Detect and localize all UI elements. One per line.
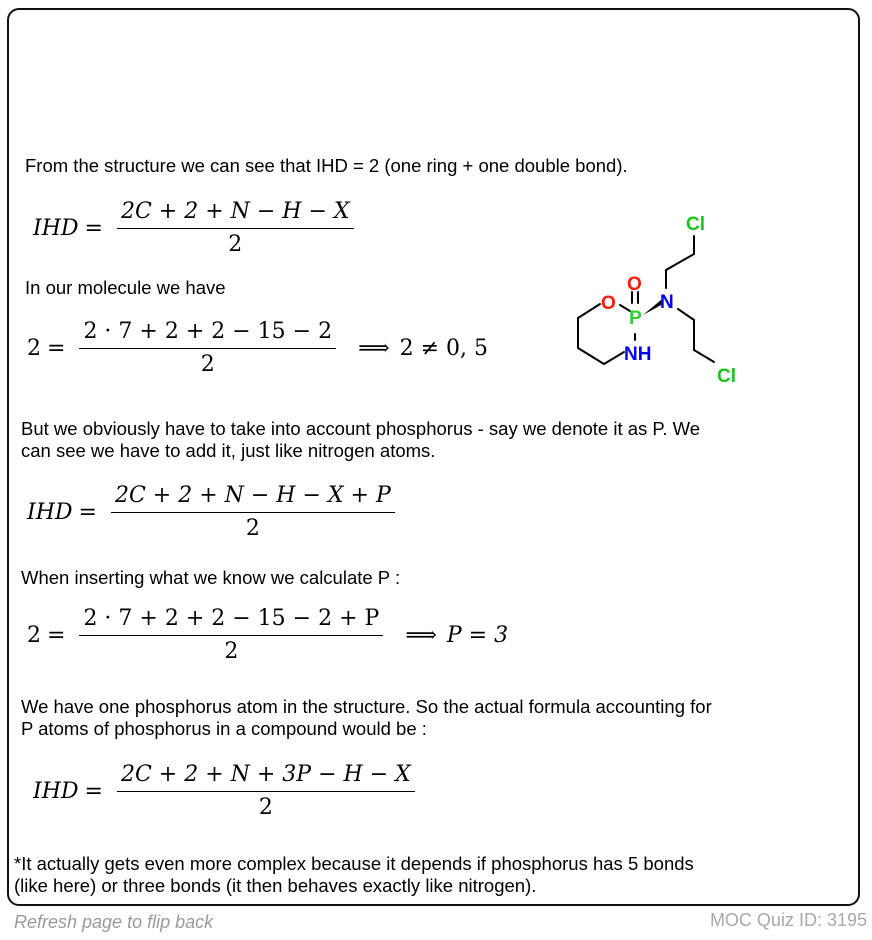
eq1-fraction (117, 200, 354, 256)
atom-n-chain: N (660, 292, 674, 313)
refresh-hint: Refresh page to flip back (14, 912, 214, 932)
eq1-lhs: IHD (33, 215, 79, 241)
equation-ihd-with-p (27, 484, 403, 540)
eq4-denominator: 2 (224, 639, 239, 664)
eq4-fraction (79, 607, 383, 663)
eq1-numerator: 2C + 2 + N − H − X (117, 200, 354, 229)
eq3-numerator: 2C + 2 + N − H − X + P (111, 484, 395, 513)
atom-p: P (629, 308, 642, 329)
paragraph-actual-formula-line2: P atoms of phosphorus in a compound would be : (21, 718, 427, 739)
eq5-fraction (117, 763, 415, 819)
eq5-denominator: 2 (258, 795, 273, 820)
atom-o-ring: O (601, 293, 616, 314)
eq3-denominator: 2 (245, 516, 260, 541)
equation-ihd-general (33, 200, 362, 256)
eq4-equals: = (47, 622, 66, 648)
note-line1: *It actually gets even more complex because it depends if phosphorus has 5 bonds (14, 853, 694, 874)
paragraph-our-molecule: In our molecule we have (25, 277, 226, 298)
eq3-fraction (111, 484, 395, 540)
quiz-id: MOC Quiz ID: 3195 (709, 910, 867, 930)
eq5-equals: = (84, 778, 103, 804)
atom-cl-bottom: Cl (717, 366, 736, 387)
eq3-lhs: IHD (27, 499, 73, 525)
eq2-numerator: 2 · 7 + 2 + 2 − 15 − 2 (79, 320, 336, 349)
eq2-lhs: 2 (27, 335, 41, 361)
equation-ihd-final (33, 763, 423, 819)
paragraph-phosphorus-line2: can see we have to add it, just like nitrogen atoms. (21, 440, 436, 461)
eq4-lhs: 2 (27, 622, 41, 648)
eq2-denominator: 2 (200, 352, 215, 377)
eq5-numerator: 2C + 2 + N + 3P − H − X (117, 763, 415, 792)
molecule-structure (560, 198, 760, 388)
paragraph-calculate-p: When inserting what we know we calculate P : (21, 567, 401, 588)
atom-o-double: O (627, 274, 642, 295)
eq2-fraction (79, 320, 336, 376)
eq4-numerator: 2 · 7 + 2 + 2 − 15 − 2 + P (79, 607, 383, 636)
atom-n-ring: NH (624, 344, 652, 365)
eq5-lhs: IHD (33, 778, 79, 804)
eq1-denominator: 2 (228, 232, 243, 257)
paragraph-phosphorus-line1: But we obviously have to take into account phosphorus - say we denote it as P. We (21, 418, 701, 439)
eq2-implies: ⟹ (358, 335, 390, 361)
paragraph-ihd-intro: From the structure we can see that IHD = 2 (one ring + one double bond). (25, 155, 628, 176)
atom-cl-top: Cl (686, 214, 705, 235)
eq2-equals: = (47, 335, 66, 361)
eq3-equals: = (78, 499, 97, 525)
eq1-equals: = (84, 215, 103, 241)
eq4-rhs: P = 3 (446, 622, 509, 648)
equation-solve-p (27, 607, 508, 663)
equation-substitution (27, 320, 488, 376)
note-line2: (like here) or three bonds (it then behaves exactly like nitrogen). (14, 875, 537, 896)
eq4-implies: ⟹ (405, 622, 437, 648)
paragraph-actual-formula-line1: We have one phosphorus atom in the structure. So the actual formula accounting for (21, 696, 712, 717)
eq2-rhs: 2 ≠ 0, 5 (399, 335, 489, 361)
